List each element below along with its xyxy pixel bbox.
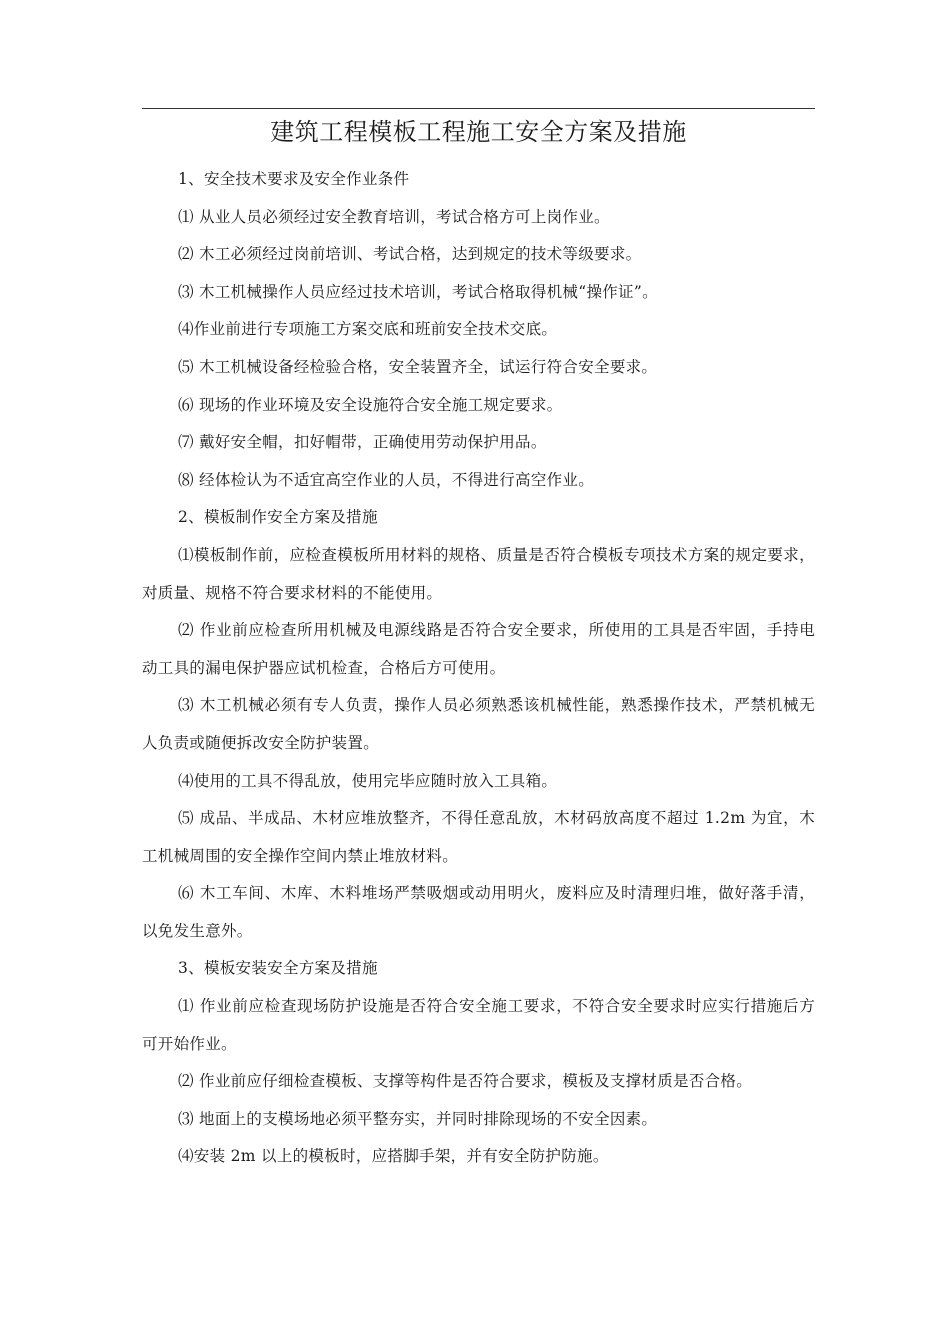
paragraph: ⑹ 木工车间、木库、木料堆场严禁吸烟或动用明火，废料应及时清理归堆，做好落手清，以免发生意外。	[142, 884, 815, 940]
paragraph: ⑶ 木工机械操作人员应经过技术培训，考试合格取得机械“操作证”。	[178, 282, 658, 301]
paragraph: ⑷使用的工具不得乱放，使用完毕应随时放入工具箱。	[178, 771, 558, 790]
paragraph: ⑸ 成品、半成品、木材应堆放整齐，不得任意乱放，木材码放高度不超过 1.2m 为宜，木工机械周围的安全操作空间内禁止堆放材料。	[142, 809, 815, 865]
paragraph: ⑴ 作业前应检查现场防护设施是否符合安全施工要求，不符合安全要求时应实行措施后方可开始作业。	[142, 997, 815, 1053]
section-heading: 1、安全技术要求及安全作业条件	[178, 170, 410, 188]
paragraph: ⑵ 作业前应仔细检查模板、支撑等构件是否符合要求，模板及支撑材质是否合格。	[178, 1072, 753, 1091]
paragraph: ⑶ 木工机械必须有专人负责，操作人员必须熟悉该机械性能，熟悉操作技术，严禁机械无人负责或随便拆改安全防护装置。	[142, 696, 815, 752]
paragraph: ⑵ 木工必须经过岗前培训、考试合格，达到规定的技术等级要求。	[178, 245, 642, 264]
paragraph: ⑴ 从业人员必须经过安全教育培训，考试合格方可上岗作业。	[178, 207, 610, 226]
paragraph: ⑻ 经体检认为不适宜高空作业的人员，不得进行高空作业。	[178, 470, 595, 489]
paragraph: ⑷作业前进行专项施工方案交底和班前安全技术交底。	[178, 320, 558, 339]
paragraph: ⑸ 木工机械设备经检验合格，安全装置齐全，试运行符合安全要求。	[178, 357, 658, 376]
paragraph: ⑴模板制作前，应检查模板所用材料的规格、质量是否符合模板专项技术方案的规定要求，对质量、规格不符合要求材料的不能使用。	[142, 545, 815, 602]
paragraph: ⑺ 戴好安全帽，扣好帽带，正确使用劳动保护用品。	[178, 433, 547, 452]
paragraph: ⑵ 作业前应检查所用机械及电源线路是否符合安全要求，所使用的工具是否牢固，手持电动工具的漏电保护器应试机检查，合格后方可使用。	[142, 621, 815, 677]
paragraph: ⑶ 地面上的支模场地必须平整夯实，并同时排除现场的不安全因素。	[178, 1109, 658, 1128]
section-heading: 2、模板制作安全方案及措施	[178, 508, 378, 527]
header-rule	[142, 108, 815, 109]
document-page	[142, 108, 815, 1176]
document-body	[142, 161, 815, 1176]
document-title: 建筑工程模板工程施工安全方案及措施	[270, 118, 687, 146]
paragraph: ⑷安装 2m 以上的模板时，应搭脚手架，并有安全防护防施。	[178, 1147, 609, 1166]
paragraph: ⑹ 现场的作业环境及安全设施符合安全施工规定要求。	[178, 395, 563, 414]
section-heading: 3、模板安装安全方案及措施	[178, 959, 378, 978]
